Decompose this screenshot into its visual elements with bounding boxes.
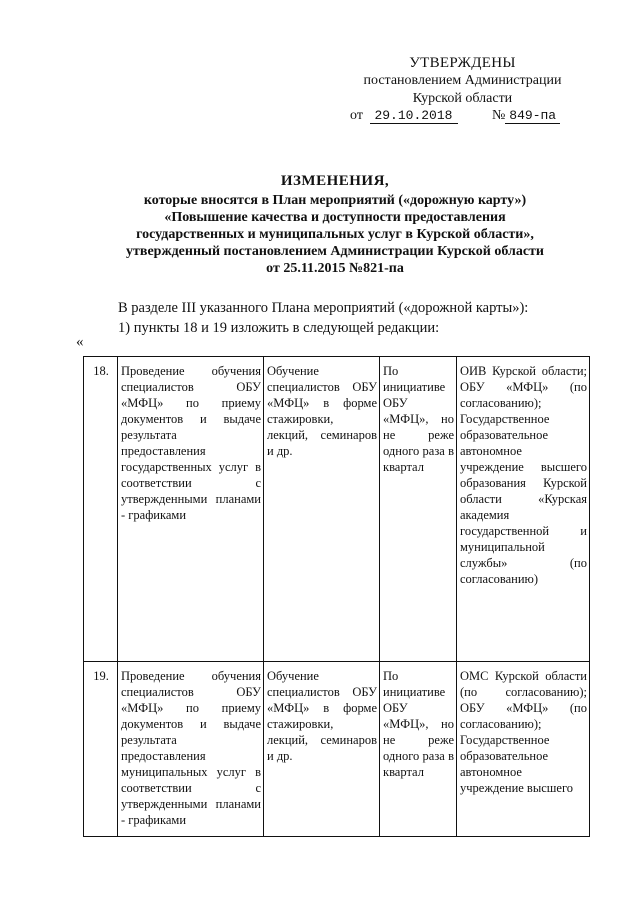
table-row [84,662,590,837]
measure-executors: ОМС Курской области (по согласованию); ОБУ «МФЦ» (по согласованию); Государственное образовательное автономное учреждение высшего [457,662,590,837]
table-row [84,357,590,662]
measure-frequency: По инициативе ОБУ «МФЦ», но не реже одного раза в квартал [380,662,457,837]
from-label: от [350,108,363,123]
measure-description: Проведение обучения специалистов ОБУ «МФЦ» по приему документов и выдаче результата предоставления муниципальных услуг в соответствии с утвержденными планами - графиками [118,662,264,837]
intro-paragraph [118,298,528,338]
approval-title: УТВЕРЖДЕНЫ [409,55,516,71]
intro-line-2: 1) пункты 18 и 19 изложить в следующей редакции: [118,320,440,336]
heading-line-5: от 25.11.2015 №821-па [266,261,404,276]
measure-frequency: По инициативе ОБУ «МФЦ», но не реже одного раза в квартал [380,357,457,662]
measure-form: Обучение специалистов ОБУ «МФЦ» в форме стажировки, лекций, семинаров и др. [264,357,380,662]
approval-line-1: постановлением Администрации [363,73,562,88]
heading-line-4: утвержденный постановлением Администрации Курской области [126,244,544,259]
measures-table [83,356,590,837]
approval-dateline [350,108,580,124]
document-heading [70,173,600,277]
measure-description: Проведение обучения специалистов ОБУ «МФЦ» по приему документов и выдаче результата предоставления государственных услуг в соответствии с утвержденными планами - графиками [118,357,264,662]
intro-line-1: В разделе III указанного Плана мероприятий («дорожной карты»): [118,300,529,316]
heading-line-2: «Повышение качества и доступности предоставления [164,210,506,225]
opening-quote: « [76,334,84,350]
heading-line-1: которые вносятся в План мероприятий («дорожную карту») [143,193,527,208]
approval-number: 849-па [505,108,560,124]
measure-executors: ОИВ Курской области; ОБУ «МФЦ» (по согласованию); Государственное образовательное автономное учреждение высшего образования Курской области «Курская академия государственной и муниципальной службы» (по согласованию) [457,357,590,662]
row-number: 18. [84,357,118,662]
approval-date: 29.10.2018 [370,108,458,124]
measure-form: Обучение специалистов ОБУ «МФЦ» в форме стажировки, лекций, семинаров и др. [264,662,380,837]
approval-line-2: Курской области [412,91,513,106]
heading-line-3: государственных и муниципальных услуг в Курской области», [136,227,534,242]
heading-title: ИЗМЕНЕНИЯ, [280,173,390,189]
number-label: № [491,108,506,123]
row-number: 19. [84,662,118,837]
approval-stamp [350,54,575,108]
